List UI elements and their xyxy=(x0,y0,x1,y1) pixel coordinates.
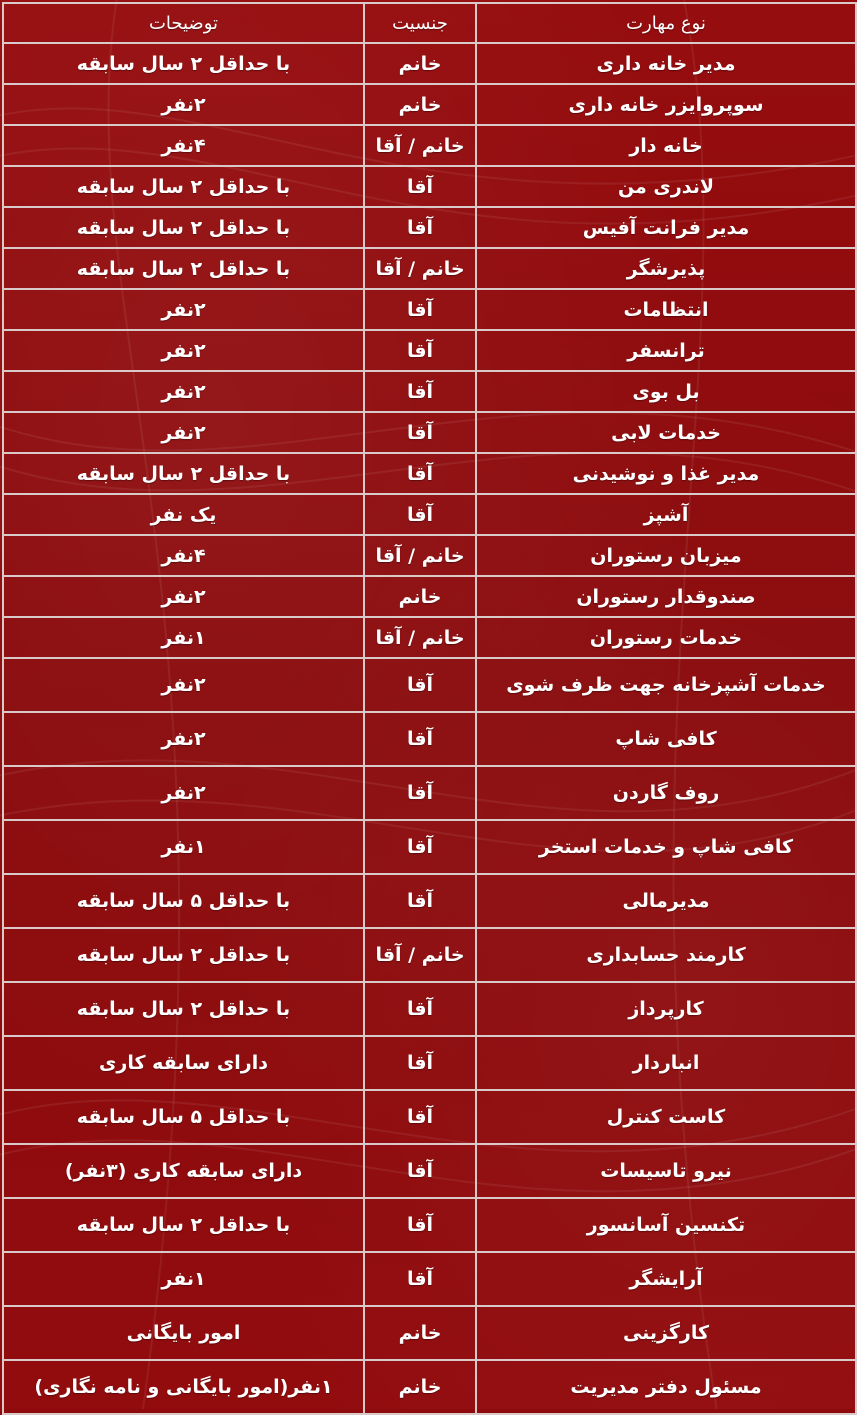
cell-notes: با حداقل ۵ سال سابقه xyxy=(3,874,364,928)
cell-gender: آقا xyxy=(364,330,476,371)
cell-notes: امور بایگانی xyxy=(3,1306,364,1360)
table-row xyxy=(3,330,856,371)
cell-notes: ۱نفر xyxy=(3,820,364,874)
table-row xyxy=(3,1198,856,1252)
table-row xyxy=(3,535,856,576)
header-notes: توضیحات xyxy=(3,3,364,43)
cell-notes: ۲نفر xyxy=(3,712,364,766)
cell-skill: پذیرشگر xyxy=(476,248,856,289)
header-row xyxy=(3,3,856,43)
cell-gender: خانم / آقا xyxy=(364,125,476,166)
cell-notes: با حداقل ۲ سال سابقه xyxy=(3,982,364,1036)
cell-skill: آشپز xyxy=(476,494,856,535)
cell-skill: روف گاردن xyxy=(476,766,856,820)
cell-notes: با حداقل ۲ سال سابقه xyxy=(3,43,364,84)
cell-skill: خدمات رستوران xyxy=(476,617,856,658)
cell-skill: مدیر غذا و نوشیدنی xyxy=(476,453,856,494)
table-row xyxy=(3,766,856,820)
table-row xyxy=(3,658,856,712)
cell-gender: آقا xyxy=(364,1252,476,1306)
table-row xyxy=(3,494,856,535)
cell-gender: خانم xyxy=(364,1360,476,1414)
table-row xyxy=(3,928,856,982)
table-row xyxy=(3,371,856,412)
cell-notes: با حداقل ۲ سال سابقه xyxy=(3,166,364,207)
table-row xyxy=(3,125,856,166)
cell-gender: خانم / آقا xyxy=(364,535,476,576)
table-row xyxy=(3,1090,856,1144)
cell-skill: کارپرداز xyxy=(476,982,856,1036)
cell-notes: ۲نفر xyxy=(3,84,364,125)
cell-gender: آقا xyxy=(364,1144,476,1198)
cell-skill: خدمات لابی xyxy=(476,412,856,453)
cell-notes: ۱نفر xyxy=(3,617,364,658)
cell-gender: خانم / آقا xyxy=(364,928,476,982)
cell-gender: آقا xyxy=(364,1090,476,1144)
cell-notes: دارای سابقه کاری xyxy=(3,1036,364,1090)
table-row xyxy=(3,43,856,84)
cell-skill: کافی شاپ xyxy=(476,712,856,766)
cell-skill: بل بوی xyxy=(476,371,856,412)
cell-notes: ۲نفر xyxy=(3,330,364,371)
cell-gender: آقا xyxy=(364,1198,476,1252)
cell-skill: نیرو تاسیسات xyxy=(476,1144,856,1198)
cell-skill: ترانسفر xyxy=(476,330,856,371)
cell-notes: با حداقل ۲ سال سابقه xyxy=(3,207,364,248)
cell-skill: لاندری من xyxy=(476,166,856,207)
cell-gender: آقا xyxy=(364,371,476,412)
cell-gender: آقا xyxy=(364,494,476,535)
cell-notes: ۱نفر(امور بایگانی و نامه نگاری) xyxy=(3,1360,364,1414)
cell-notes: ۴نفر xyxy=(3,535,364,576)
cell-gender: آقا xyxy=(364,412,476,453)
cell-notes: ۲نفر xyxy=(3,576,364,617)
cell-skill: خدمات آشپزخانه جهت ظرف شوی xyxy=(476,658,856,712)
table-body xyxy=(3,43,856,1414)
cell-gender: خانم xyxy=(364,84,476,125)
table-row xyxy=(3,1360,856,1414)
cell-skill: مدیر فرانت آفیس xyxy=(476,207,856,248)
cell-gender: آقا xyxy=(364,166,476,207)
cell-gender: آقا xyxy=(364,1036,476,1090)
table-row xyxy=(3,1306,856,1360)
cell-notes: دارای سابقه کاری (۳نفر) xyxy=(3,1144,364,1198)
cell-gender: خانم xyxy=(364,576,476,617)
table-row xyxy=(3,248,856,289)
cell-notes: با حداقل ۲ سال سابقه xyxy=(3,1198,364,1252)
cell-skill: انتظامات xyxy=(476,289,856,330)
table-row xyxy=(3,412,856,453)
cell-skill: مدیرمالی xyxy=(476,874,856,928)
table-row xyxy=(3,453,856,494)
table-row xyxy=(3,1252,856,1306)
cell-gender: آقا xyxy=(364,820,476,874)
cell-gender: آقا xyxy=(364,874,476,928)
cell-skill: کافی شاپ و خدمات استخر xyxy=(476,820,856,874)
cell-notes: ۲نفر xyxy=(3,412,364,453)
cell-notes: ۴نفر xyxy=(3,125,364,166)
cell-gender: خانم xyxy=(364,43,476,84)
cell-skill: کاست کنترل xyxy=(476,1090,856,1144)
cell-notes: ۲نفر xyxy=(3,371,364,412)
cell-skill: کارگزینی xyxy=(476,1306,856,1360)
cell-gender: آقا xyxy=(364,453,476,494)
header-skill: نوع مهارت xyxy=(476,3,856,43)
cell-gender: آقا xyxy=(364,207,476,248)
cell-notes: یک نفر xyxy=(3,494,364,535)
table-row xyxy=(3,289,856,330)
cell-notes: ۲نفر xyxy=(3,766,364,820)
table-row xyxy=(3,1144,856,1198)
table-row xyxy=(3,576,856,617)
table-row xyxy=(3,982,856,1036)
cell-skill: آرایشگر xyxy=(476,1252,856,1306)
cell-skill: صندوقدار رستوران xyxy=(476,576,856,617)
cell-skill: مدیر خانه داری xyxy=(476,43,856,84)
table-row xyxy=(3,207,856,248)
table-row xyxy=(3,820,856,874)
cell-gender: آقا xyxy=(364,766,476,820)
cell-skill: میزبان رستوران xyxy=(476,535,856,576)
cell-gender: آقا xyxy=(364,712,476,766)
cell-gender: آقا xyxy=(364,658,476,712)
cell-gender: خانم / آقا xyxy=(364,617,476,658)
job-openings-table xyxy=(2,2,857,1415)
cell-notes: ۲نفر xyxy=(3,658,364,712)
cell-skill: کارمند حسابداری xyxy=(476,928,856,982)
cell-notes: با حداقل ۲ سال سابقه xyxy=(3,248,364,289)
cell-notes: با حداقل ۵ سال سابقه xyxy=(3,1090,364,1144)
cell-notes: ۲نفر xyxy=(3,289,364,330)
cell-notes: با حداقل ۲ سال سابقه xyxy=(3,453,364,494)
cell-skill: تکنسین آسانسور xyxy=(476,1198,856,1252)
cell-gender: خانم xyxy=(364,1306,476,1360)
cell-gender: خانم / آقا xyxy=(364,248,476,289)
header-gender: جنسیت xyxy=(364,3,476,43)
cell-gender: آقا xyxy=(364,982,476,1036)
table-row xyxy=(3,84,856,125)
table-row xyxy=(3,617,856,658)
cell-notes: با حداقل ۲ سال سابقه xyxy=(3,928,364,982)
table-row xyxy=(3,874,856,928)
cell-skill: سوپروایزر خانه داری xyxy=(476,84,856,125)
cell-skill: خانه دار xyxy=(476,125,856,166)
table-row xyxy=(3,1036,856,1090)
cell-skill: مسئول دفتر مدیریت xyxy=(476,1360,856,1414)
cell-notes: ۱نفر xyxy=(3,1252,364,1306)
cell-gender: آقا xyxy=(364,289,476,330)
table-row xyxy=(3,166,856,207)
table-row xyxy=(3,712,856,766)
cell-skill: انباردار xyxy=(476,1036,856,1090)
